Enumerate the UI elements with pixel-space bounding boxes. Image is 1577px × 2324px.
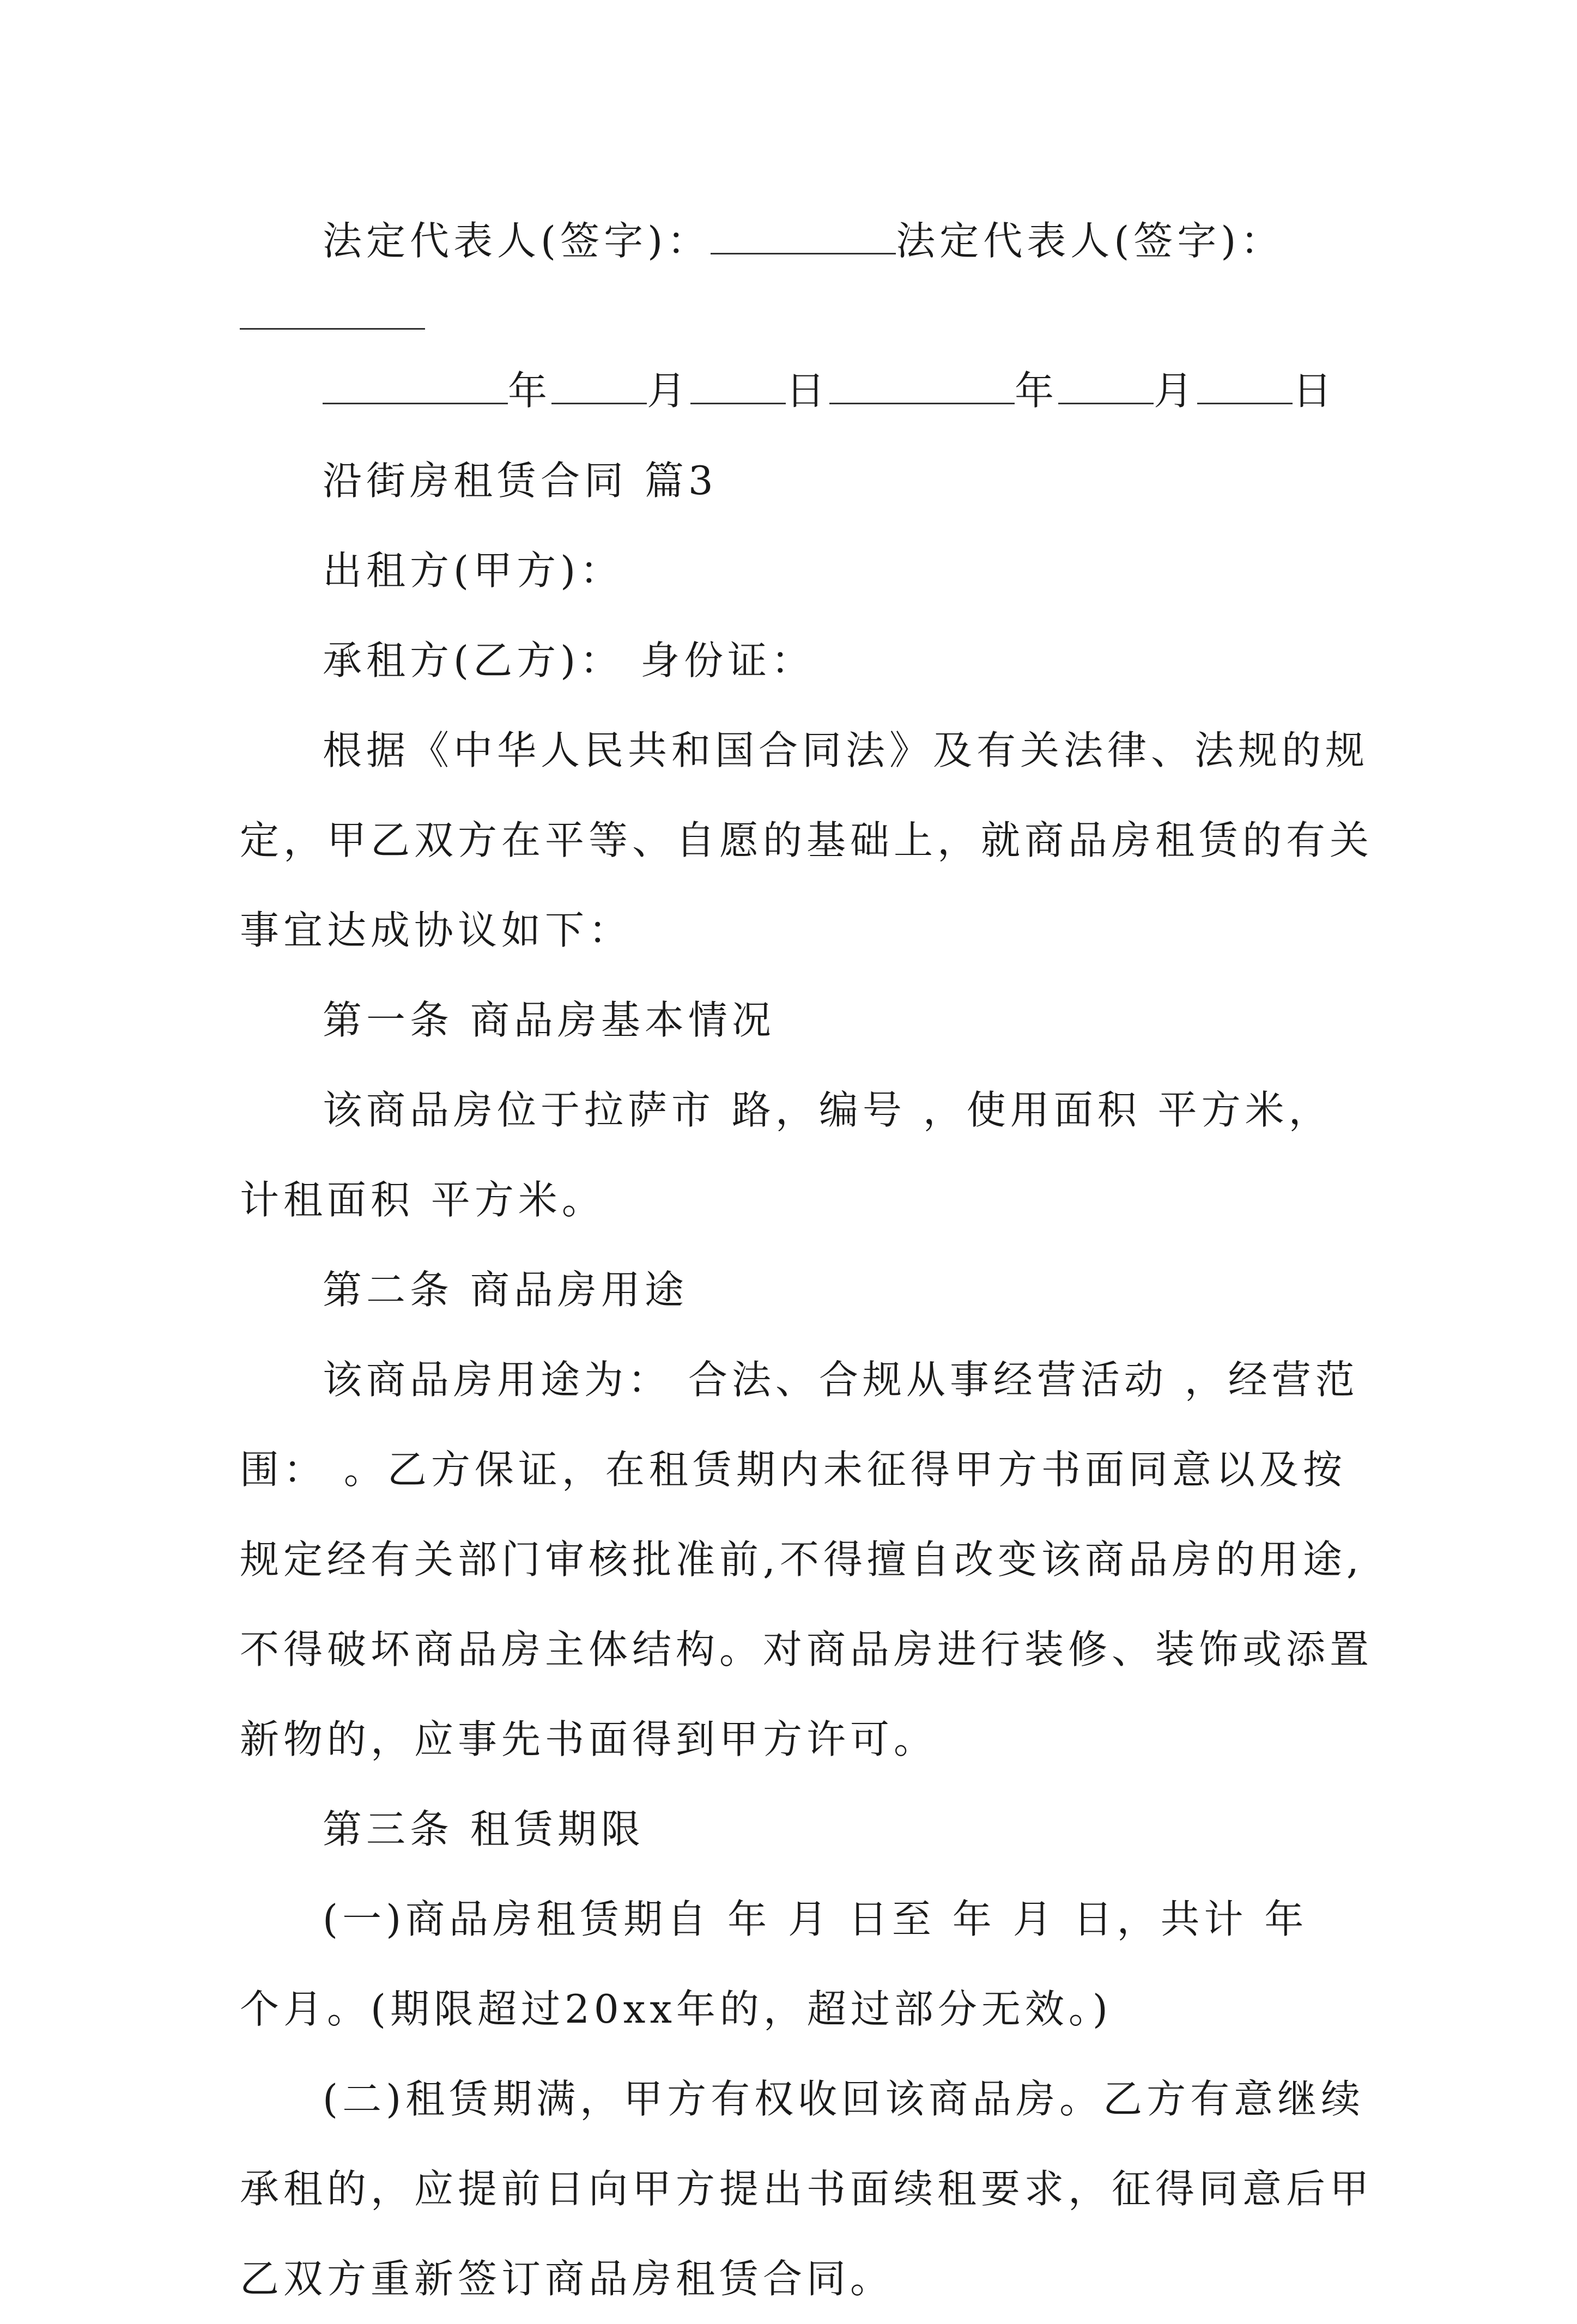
article1-line: 计租面积 平方米。 bbox=[240, 1177, 605, 1223]
date-year-label: 年 bbox=[508, 368, 552, 414]
signature-continuation bbox=[240, 286, 1351, 346]
article3-item1-line: 个月。(期限超过20xx年的，超过部分无效。) bbox=[240, 1986, 1113, 2032]
article2-line: 围： 。乙方保证，在租赁期内未征得甲方书面同意以及按 bbox=[240, 1447, 1346, 1492]
article2-line: 规定经有关部门审核批准前,不得擅自改变该商品房的用途, bbox=[240, 1537, 1363, 1582]
signature-label-right: 法定代表人(签字)： bbox=[896, 218, 1284, 264]
document-page bbox=[240, 196, 1374, 2324]
party-b: 承租方(乙方)： 身份证： bbox=[323, 638, 815, 683]
article3-item2-line: (二)租赁期满，甲方有权收回该商品房。乙方有意继续 bbox=[323, 2076, 1365, 2122]
intro-line: 事宜达成协议如下： bbox=[240, 907, 633, 953]
article2-line: 新物的，应事先书面得到甲方许可。 bbox=[240, 1716, 938, 1762]
article1-line: 该商品房位于拉萨市 路，编号 ，使用面积 平方米， bbox=[323, 1087, 1332, 1133]
signature-blank-right bbox=[240, 295, 425, 330]
intro-line: 根据《中华人民共和国合同法》及有关法律、法规的规 bbox=[323, 727, 1369, 773]
date-day-label: 日 bbox=[786, 368, 830, 414]
signature-label-left: 法定代表人(签字)： bbox=[323, 218, 711, 264]
date-blank bbox=[323, 370, 508, 404]
date-blank bbox=[690, 370, 786, 404]
section-title: 沿街房租赁合同 篇3 bbox=[323, 458, 718, 503]
article2-line: 不得破坏商品房主体结构。对商品房进行装修、装饰或添置 bbox=[240, 1627, 1374, 1672]
date-blank bbox=[551, 370, 647, 404]
date-month-label: 月 bbox=[1154, 368, 1198, 414]
article3-item1-line: (一)商品房租赁期自 年 月 日至 年 月 日，共计 年 bbox=[323, 1896, 1308, 1942]
article2-heading: 第二条 商品房用途 bbox=[323, 1267, 688, 1313]
article1-heading: 第一条 商品房基本情况 bbox=[323, 997, 775, 1043]
signature-line bbox=[240, 196, 1351, 286]
date-month-label: 月 bbox=[647, 368, 691, 414]
article2-line: 该商品房用途为： 合法、合规从事经营活动 ，经营范 bbox=[323, 1357, 1359, 1403]
date-blank bbox=[1058, 370, 1154, 404]
signature-blank-left bbox=[711, 220, 896, 254]
intro-line: 定，甲乙双方在平等、自愿的基础上，就商品房租赁的有关 bbox=[240, 817, 1374, 863]
date-blank bbox=[829, 370, 1015, 404]
article3-heading: 第三条 租赁期限 bbox=[323, 1806, 645, 1852]
party-a: 出租方(甲方)： bbox=[323, 548, 624, 593]
article3-item2-line: 承租的，应提前日向甲方提出书面续租要求，征得同意后甲 bbox=[240, 2166, 1374, 2212]
article3-item2-line: 乙双方重新签订商品房租赁合同。 bbox=[240, 2256, 894, 2302]
date-year-label: 年 bbox=[1015, 368, 1059, 414]
date-day-label: 日 bbox=[1293, 368, 1337, 414]
date-line bbox=[240, 346, 1351, 436]
date-blank bbox=[1197, 370, 1293, 404]
